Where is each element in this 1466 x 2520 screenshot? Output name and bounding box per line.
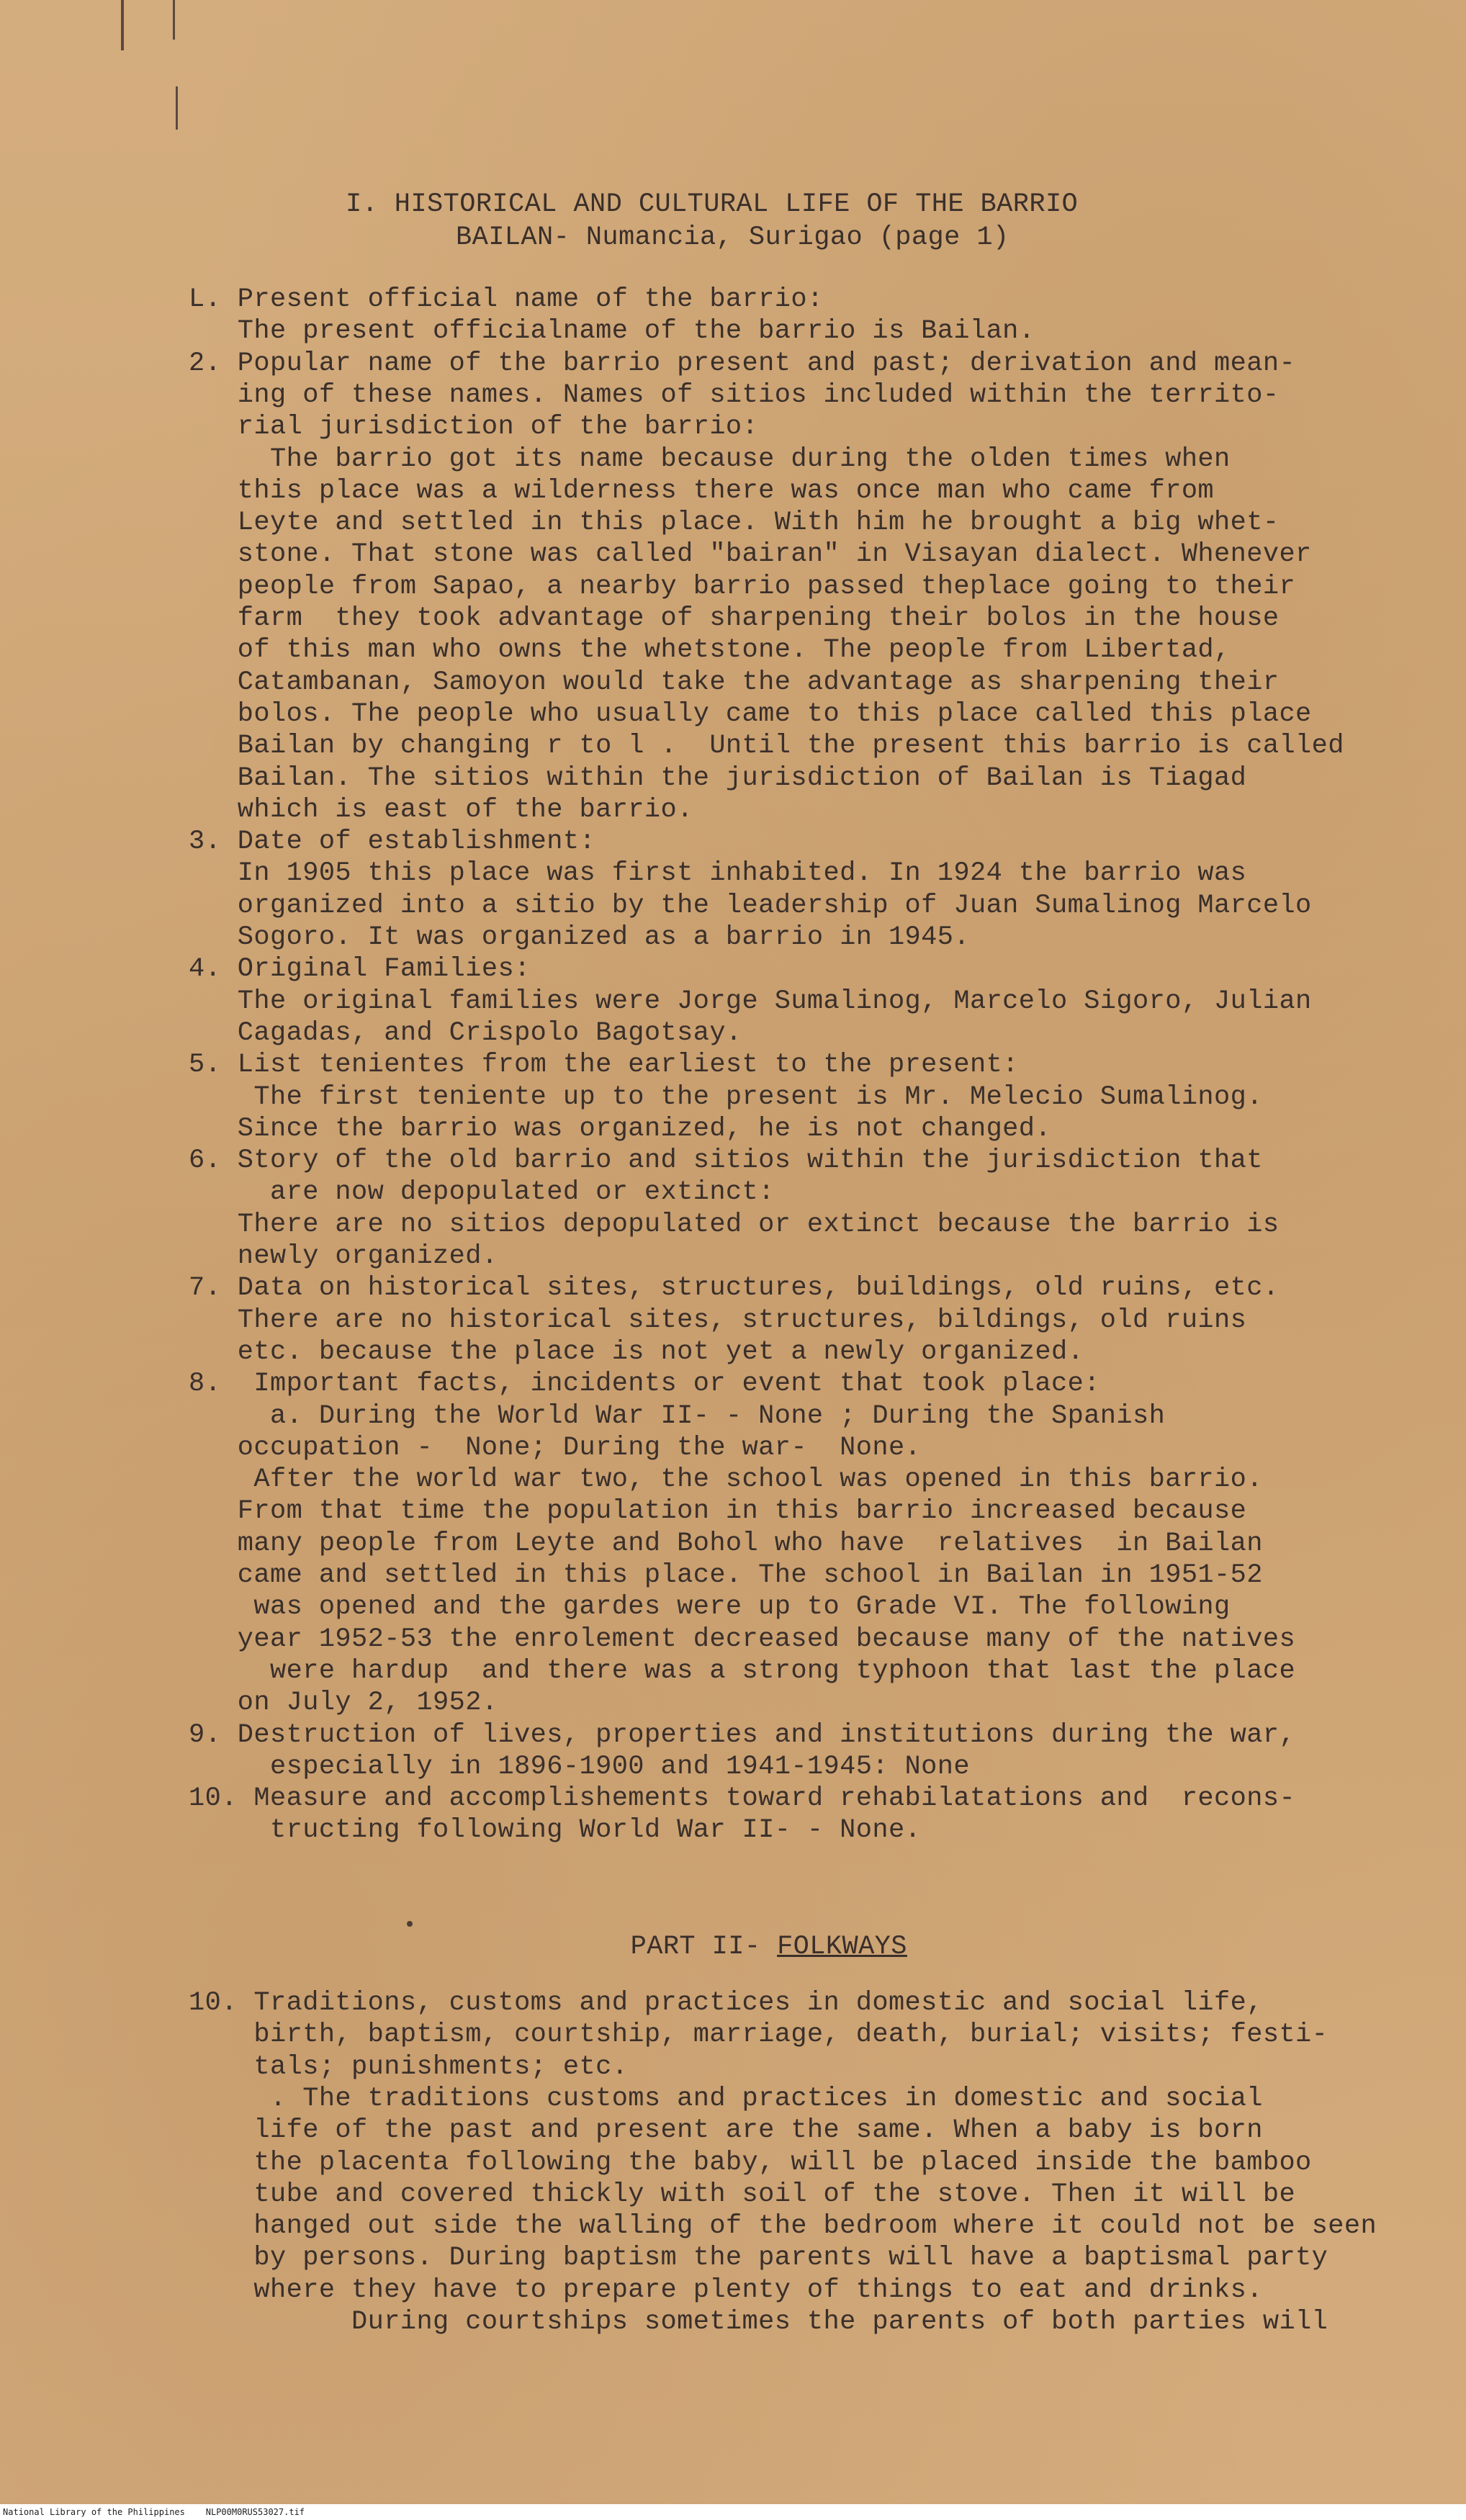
text-line: are now depopulated or extinct: xyxy=(189,1177,775,1208)
text-line: many people from Leyte and Bohol who have relatives in Bailan xyxy=(189,1528,1263,1559)
text-line: year 1952-53 the enrolement decreased because many of the natives xyxy=(189,1624,1296,1655)
text-line: by persons. During baptism the parents will have a baptismal party xyxy=(189,2243,1328,2274)
title-line-2: BAILAN- Numancia, Surigao (page 1) xyxy=(456,222,1009,253)
text-line: the placenta following the baby, will be placed inside the bamboo xyxy=(189,2147,1312,2178)
text-line: Bailan. The sitios within the jurisdiction of Bailan is Tiagad xyxy=(189,762,1247,793)
text-line: 4. Original Families: xyxy=(189,954,531,985)
text-line: a. During the World War II- - None ; During the Spanish xyxy=(189,1400,1166,1431)
part-2-heading xyxy=(533,1899,907,1994)
text-line: 9. Destruction of lives, properties and institutions during the war, xyxy=(189,1719,1296,1750)
text-line: Bailan by changing r to l . Until the present this barrio is called xyxy=(189,731,1344,762)
text-line: After the world war two, the school was opened in this barrio. xyxy=(189,1464,1263,1495)
text-line: 6. Story of the old barrio and sitios within the jurisdiction that xyxy=(189,1146,1263,1176)
text-line: which is east of the barrio. xyxy=(189,794,693,825)
text-line: rial jurisdiction of the barrio: xyxy=(189,412,759,443)
margin-mark xyxy=(173,0,175,40)
text-line: tube and covered thickly with soil of the stove. Then it will be xyxy=(189,2179,1296,2210)
text-line: During courtships sometimes the parents of both parties will xyxy=(189,2307,1328,2337)
text-line: were hardup and there was a strong typhoon that last the place xyxy=(189,1655,1296,1686)
text-line: The barrio got its name because during the olden times when xyxy=(189,444,1231,474)
text-line: tals; punishments; etc. xyxy=(189,2051,629,2082)
text-line: The first teniente up to the present is Mr. Melecio Sumalinog. xyxy=(189,1081,1263,1112)
text-line: this place was a wilderness there was once man who came from xyxy=(189,475,1215,506)
text-line: stone. That stone was called "bairan" in Visayan dialect. Whenever xyxy=(189,539,1312,570)
text-line: ing of these names. Names of sitios included within the territo- xyxy=(189,379,1280,410)
text-line: came and settled in this place. The school in Bailan in 1951-52 xyxy=(189,1560,1263,1590)
text-line: etc. because the place is not yet a newly organized. xyxy=(189,1336,1084,1367)
text-line: on July 2, 1952. xyxy=(189,1688,498,1719)
margin-mark xyxy=(121,0,124,50)
text-line: L. Present official name of the barrio: xyxy=(189,284,824,315)
text-line: Sogoro. It was organized as a barrio in 1945. xyxy=(189,922,970,953)
text-line: The present officialname of the barrio is Bailan. xyxy=(189,316,1035,347)
text-line: 7. Data on historical sites, structures, buildings, old ruins, etc. xyxy=(189,1273,1280,1304)
text-line: From that time the population in this barrio increased because xyxy=(189,1496,1247,1527)
text-line: especially in 1896-1900 and 1941-1945: None xyxy=(189,1751,970,1782)
text-line: Since the barrio was organized, he is not changed. xyxy=(189,1113,1051,1144)
text-line: hanged out side the walling of the bedroom where it could not be seen xyxy=(189,2211,1377,2242)
text-line: bolos. The people who usually came to this place called this place xyxy=(189,698,1312,729)
text-line: Cagadas, and Crispolo Bagotsay. xyxy=(189,1017,742,1048)
text-line: 10. Measure and accomplishements toward rehabilatations and recons- xyxy=(189,1783,1296,1814)
text-line: Catambanan, Samoyon would take the advantage as sharpening their xyxy=(189,667,1280,698)
text-line: There are no sitios depopulated or extinct because the barrio is xyxy=(189,1209,1280,1240)
text-line: 5. List tenientes from the earliest to the present: xyxy=(189,1050,1019,1081)
text-line: 8. Important facts, incidents or event that took place: xyxy=(189,1369,1100,1400)
text-line: life of the past and present are the same. When a baby is born xyxy=(189,2115,1263,2146)
text-line: Leyte and settled in this place. With him he brought a big whet- xyxy=(189,508,1280,539)
text-line: In 1905 this place was first inhabited. In 1924 the barrio was xyxy=(189,858,1247,889)
text-line: was opened and the gardes were up to Grade VI. The following xyxy=(189,1592,1231,1623)
text-line: . The traditions customs and practices in domestic and social xyxy=(189,2083,1263,2114)
text-line: The original families were Jorge Sumalinog, Marcelo Sigoro, Julian xyxy=(189,986,1312,1017)
text-line: occupation - None; During the war- None. xyxy=(189,1432,922,1463)
text-line: of this man who owns the whetstone. The people from Libertad, xyxy=(189,635,1231,666)
text-line: farm they took advantage of sharpening their bolos in the house xyxy=(189,603,1280,634)
text-line: birth, baptism, courtship, marriage, death, burial; visits; festi- xyxy=(189,2020,1328,2051)
text-line: where they have to prepare plenty of things to eat and drinks. xyxy=(189,2274,1263,2305)
margin-mark xyxy=(176,86,178,130)
title-line-1: I. HISTORICAL AND CULTURAL LIFE OF THE BARRIO xyxy=(346,189,1079,220)
text-line: 10. Traditions, customs and practices in domestic and social life, xyxy=(189,1988,1263,2018)
text-line: 3. Date of establishment: xyxy=(189,827,596,858)
text-line: newly organized. xyxy=(189,1241,498,1272)
part-2-prefix: PART II- xyxy=(630,1932,778,1962)
text-line: 2. Popular name of the barrio present and past; derivation and mean- xyxy=(189,348,1296,379)
margin-dot xyxy=(407,1921,413,1927)
text-line: There are no historical sites, structures, bildings, old ruins xyxy=(189,1305,1247,1336)
text-line: tructing following World War II- - None. xyxy=(189,1815,922,1846)
part-2-title: FOLKWAYS xyxy=(777,1932,907,1962)
text-line: organized into a sitio by the leadership of Juan Sumalinog Marcelo xyxy=(189,890,1312,921)
text-line: people from Sapao, a nearby barrio passed theplace going to their xyxy=(189,571,1296,602)
scan-footer: National Library of the Philippines NLP00M0RUS53027.tif xyxy=(0,2504,1466,2520)
